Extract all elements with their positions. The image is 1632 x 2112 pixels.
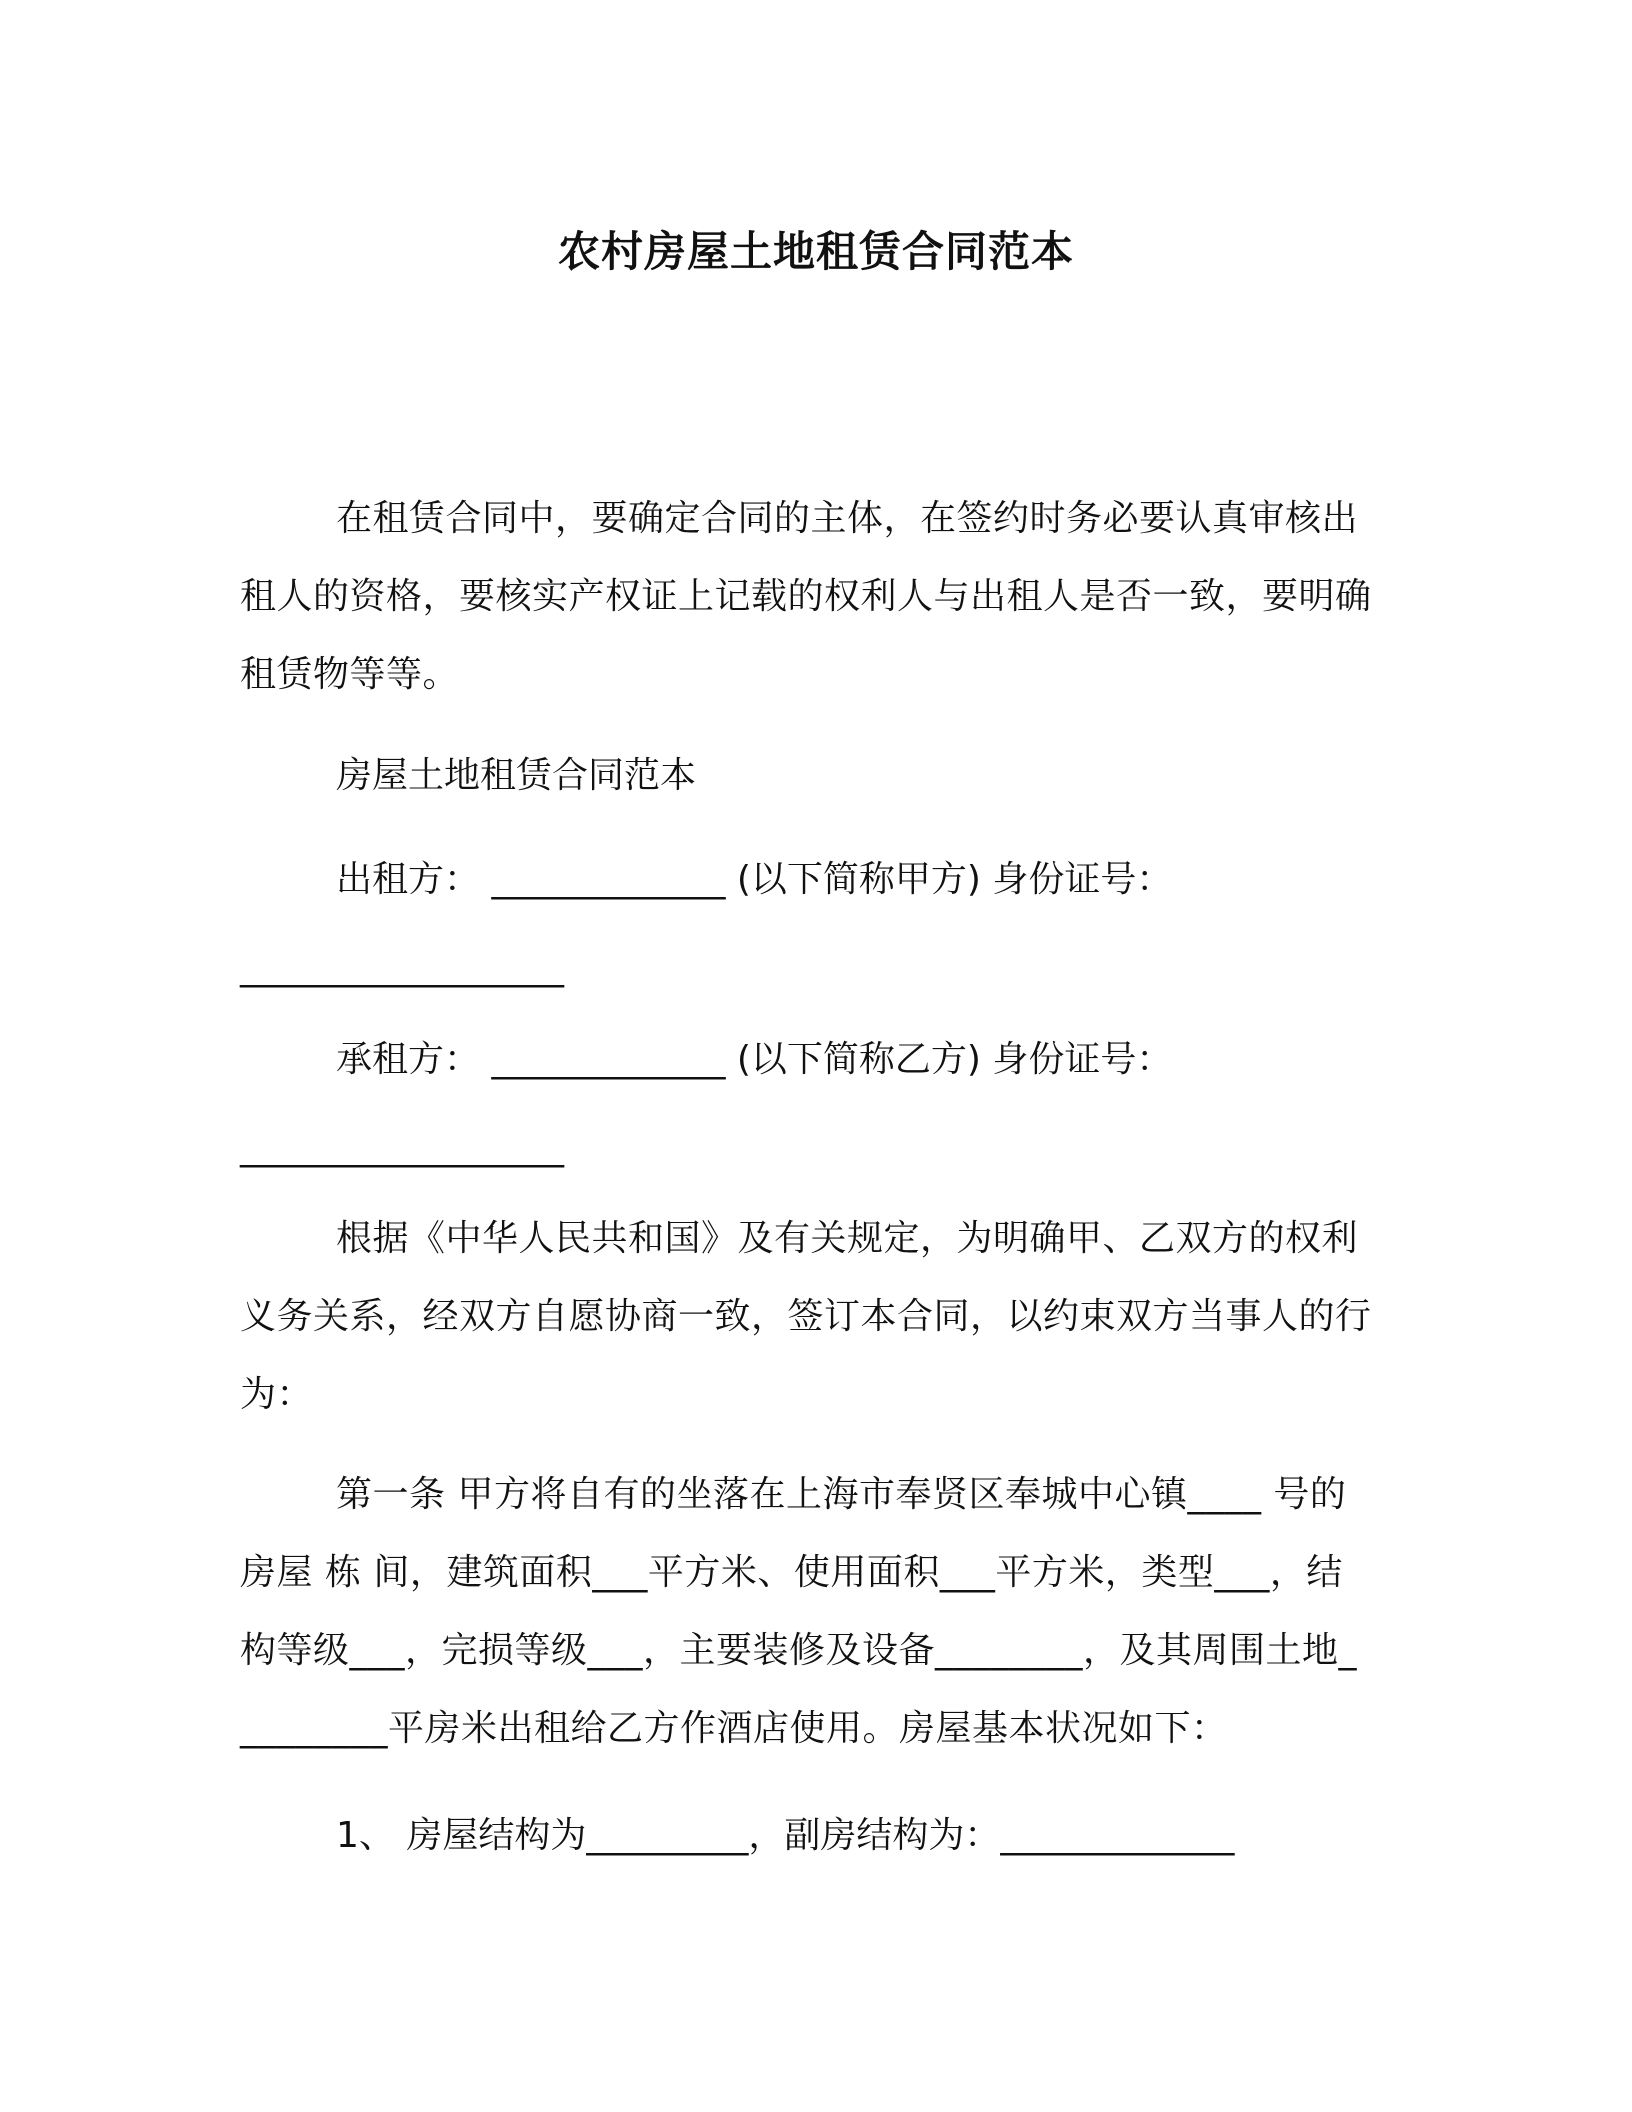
lessor-line: 出租方： _____________ (以下简称甲方) 身份证号： (336, 859, 1173, 900)
basis-paragraph: 根据《中华人民共和国》及有关规定，为明确甲、乙双方的权利义务关系，经双方自愿协商一致，签订本合同，以约束双方当事人的行为： (240, 1218, 1372, 1415)
article-1-paragraph: 第一条 甲方将自有的坐落在上海市奉贤区奉城中心镇____ 号的房屋 栋 间，建筑面积___平方米、使用面积___平方米，类型___，结构等级___，完损等级___，主要装修及设备________，及其周围土地_________平房米出租给乙方作酒店使用。房屋基本状况如下： (240, 1474, 1358, 1749)
lessee-id-blank: __________________ (240, 1127, 564, 1168)
item-1-line: 1、 房屋结构为_________，副房结构为：_____________ (336, 1815, 1235, 1856)
lessee-line: 承租方： _____________ (以下简称乙方) 身份证号： (336, 1039, 1173, 1080)
page-title: 农村房屋土地租赁合同范本 (557, 227, 1074, 276)
intro-paragraph: 在租赁合同中，要确定合同的主体，在签约时务必要认真审核出租人的资格，要核实产权证上记载的权利人与出租人是否一致，要明确租赁物等等。 (240, 498, 1372, 695)
lessor-id-blank: __________________ (240, 947, 564, 988)
subtitle: 房屋土地租赁合同范本 (336, 755, 697, 796)
